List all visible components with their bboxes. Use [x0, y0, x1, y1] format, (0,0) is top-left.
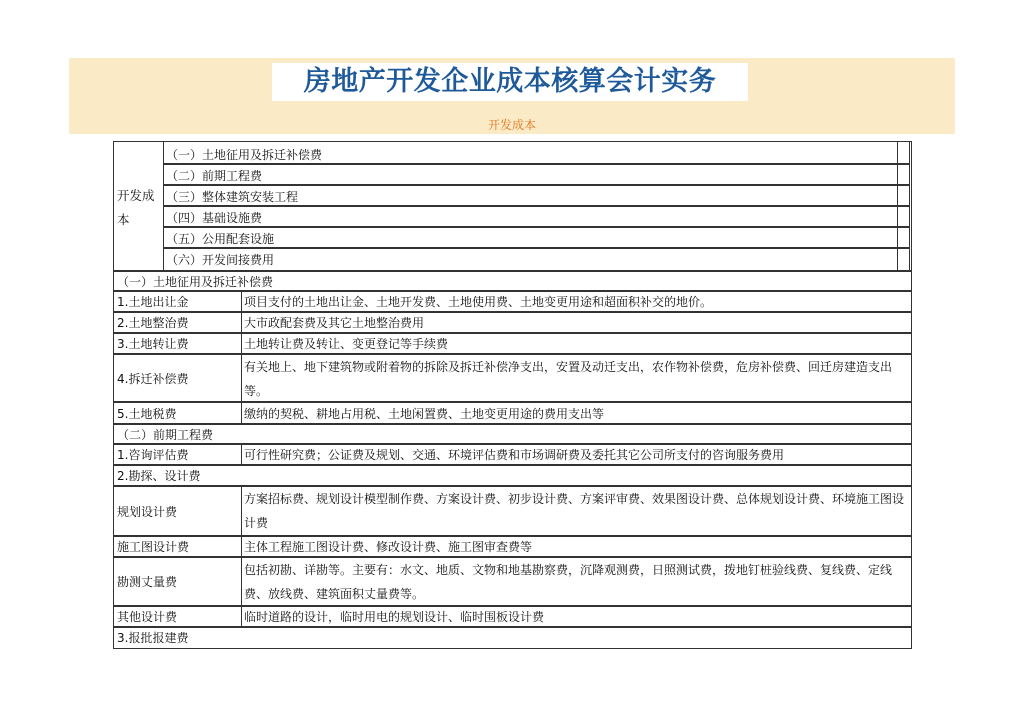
section-header: （二）前期工程费	[117, 428, 214, 442]
row-desc: 包括初勘、详勘等。主要有：水文、地质、文物和地基勘察费，沉降观测费，日照测试费，拨地钉桩验线费、复线费、定线费、放线费、建筑面积丈量费等。	[244, 563, 893, 601]
row-name: 1.土地出让金	[117, 295, 189, 309]
row-name: 5.土地税费	[117, 407, 177, 421]
row-name: 2.勘探、设计费	[117, 469, 201, 483]
row-desc: 有关地上、地下建筑物或附着物的拆除及拆迁补偿净支出，安置及动迁支出，农作物补偿费，危房补偿费、回迁房建造支出等。	[244, 360, 893, 398]
row-desc: 方案招标费、规划设计模型制作费、方案设计费、初步设计费、方案评审费、效果图设计费、总体规划设计费、环境施工图设计费	[244, 492, 905, 530]
row-name: 1.咨询评估费	[117, 448, 189, 462]
row-desc: 缴纳的契税、耕地占用税、土地闲置费、土地变更用途的费用支出等	[244, 407, 605, 421]
group-item: （五）公用配套设施	[166, 232, 275, 246]
row-name: 其他设计费	[117, 610, 178, 624]
row-name: 4.拆迁补偿费	[117, 372, 189, 386]
row-name: 规划设计费	[117, 505, 178, 519]
cost-table	[113, 141, 912, 649]
group-label: 开发成本	[117, 188, 155, 227]
row-desc: 主体工程施工图设计费、修改设计费、施工图审查费等	[244, 540, 533, 554]
row-desc: 可行性研究费；公证费及规划、交通、环境评估费和市场调研费及委托其它公司所支付的咨询服务费用	[244, 448, 785, 462]
group-item: （二）前期工程费	[166, 169, 263, 183]
section-header: 3.报批报建费	[117, 631, 189, 645]
section-header: （一）土地征用及拆迁补偿费	[117, 275, 274, 289]
row-desc: 土地转让费及转让、变更登记等手续费	[244, 337, 449, 351]
row-desc: 项目支付的土地出让金、土地开发费、土地使用费、土地变更用途和超面积补交的地价。	[244, 295, 713, 309]
row-name: 3.土地转让费	[117, 337, 189, 351]
row-name: 2.土地整治费	[117, 316, 189, 330]
row-name: 施工图设计费	[117, 540, 190, 554]
page-subtitle: 开发成本	[487, 118, 536, 132]
group-item: （一）土地征用及拆迁补偿费	[166, 148, 323, 162]
row-desc: 大市政配套费及其它土地整治费用	[244, 316, 425, 330]
page-title: 房地产开发企业成本核算会计实务	[303, 66, 717, 97]
group-item: （四）基础设施费	[166, 211, 263, 225]
row-name: 勘测丈量费	[117, 575, 178, 589]
group-item: （三）整体建筑安装工程	[166, 190, 299, 204]
group-item: （六）开发间接费用	[166, 253, 275, 267]
row-desc: 临时道路的设计，临时用电的规划设计、临时围板设计费	[244, 610, 545, 624]
